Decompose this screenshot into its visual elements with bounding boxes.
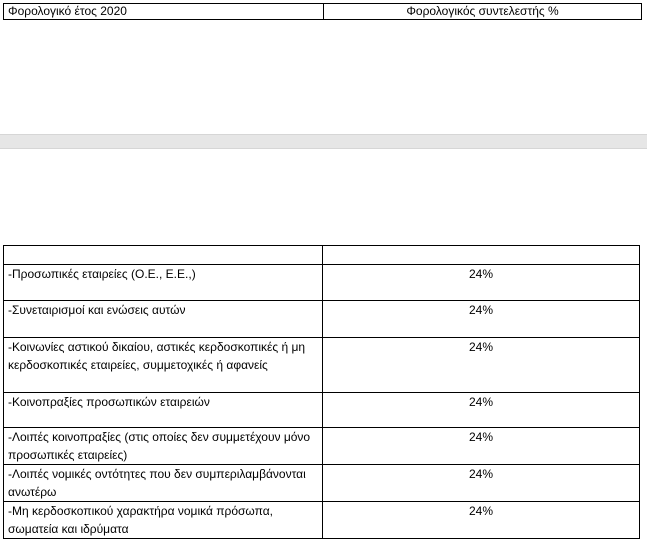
rate-cell: 24% — [323, 393, 640, 428]
category-cell: -Κοινοπραξίες προσωπικών εταιρειών — [4, 393, 323, 428]
table-row — [4, 265, 640, 301]
table-row — [4, 301, 640, 338]
rate-cell: 24% — [323, 502, 640, 539]
blank-header-cell — [323, 246, 640, 265]
category-cell: -Συνεταιρισμοί και ενώσεις αυτών — [4, 301, 323, 338]
rate-cell: 24% — [323, 338, 640, 393]
category-cell: -Προσωπικές εταιρείες (Ο.Ε., Ε.Ε.,) — [4, 265, 323, 301]
table-row — [4, 502, 640, 539]
category-cell: -Κοινωνίες αστικού δικαίου, αστικές κερδοσκοπικές ή μη κερδοσκοπικές εταιρείες, συμμετοχικές ή αφανείς — [4, 338, 323, 393]
category-cell: -Λοιπές κοινοπραξίες (στις οποίες δεν συμμετέχουν μόνο προσωπικές εταιρείες) — [4, 428, 323, 465]
rate-cell: 24% — [323, 465, 640, 502]
tax-year-header: Φορολογικό έτος 2020 — [4, 4, 324, 20]
tax-rates-table — [3, 245, 640, 539]
header-row — [4, 4, 642, 20]
page-divider — [0, 134, 647, 149]
table-row — [4, 338, 640, 393]
table-row — [4, 465, 640, 502]
blank-header-cell — [4, 246, 323, 265]
rate-cell: 24% — [323, 301, 640, 338]
header-table — [3, 3, 642, 20]
table-row — [4, 393, 640, 428]
category-cell: -Μη κερδοσκοπικού χαρακτήρα νομικά πρόσωπα, σωματεία και ιδρύματα — [4, 502, 323, 539]
category-cell: -Λοιπές νομικές οντότητες που δεν συμπεριλαμβάνονται ανωτέρω — [4, 465, 323, 502]
blank-header-row — [4, 246, 640, 265]
rate-cell: 24% — [323, 428, 640, 465]
rate-cell: 24% — [323, 265, 640, 301]
tax-rate-header: Φορολογικός συντελεστής % — [324, 4, 642, 20]
table-row — [4, 428, 640, 465]
